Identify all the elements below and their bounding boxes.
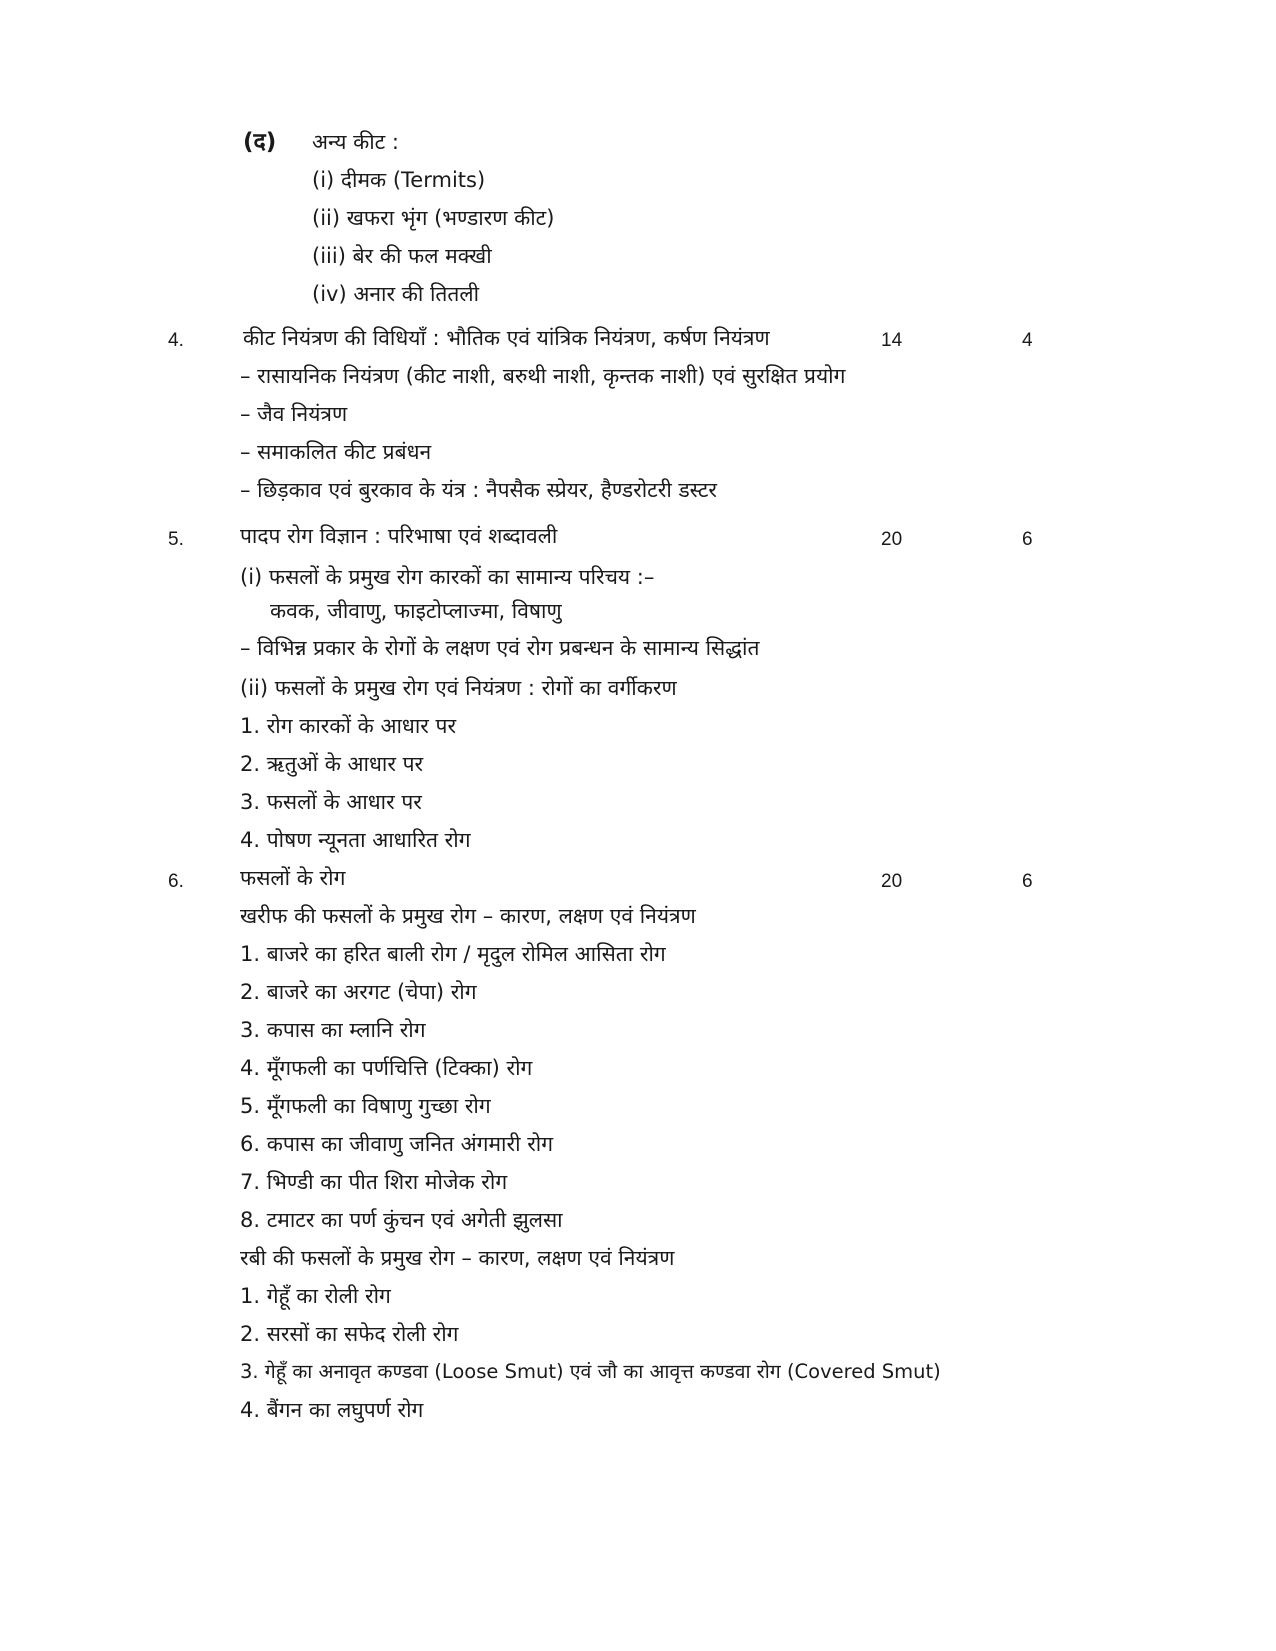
unit-line: कवक, जीवाणु, फाइटोप्लाज्मा, विषाणु [270, 599, 562, 623]
unit-line: 1. गेहूँ का रोली रोग [240, 1284, 391, 1308]
section-d-title: अन्य कीट : [312, 130, 399, 154]
unit-line: 7. भिण्डी का पीत शिरा मोजेक रोग [240, 1170, 508, 1194]
unit-heading: फसलों के रोग [240, 866, 346, 890]
unit-heading: कीट नियंत्रण की विधियाँ : भौतिक एवं यांत्रिक नियंत्रण, कर्षण नियंत्रण [243, 326, 770, 350]
unit-number: 4. [168, 330, 184, 351]
unit-marks: 20 [881, 529, 903, 550]
unit-line: (i) फसलों के प्रमुख रोग कारकों का सामान्य परिचय :– [240, 565, 655, 589]
unit-line: 1. रोग कारकों के आधार पर [240, 714, 457, 738]
unit-line: – विभिन्न प्रकार के रोगों के लक्षण एवं रोग प्रबन्धन के सामान्य सिद्धांत [240, 636, 760, 660]
unit-marks: 14 [881, 330, 903, 351]
unit-line: 4. बैंगन का लघुपर्ण रोग [240, 1398, 424, 1422]
unit-heading: पादप रोग विज्ञान : परिभाषा एवं शब्दावली [240, 524, 558, 548]
unit-line: 3. गेहूँ का अनावृत कण्डवा (Loose Smut) एवं जौ का आवृत्त कण्डवा रोग (Covered Smut) [240, 1360, 941, 1383]
unit-line: रबी की फसलों के प्रमुख रोग – कारण, लक्षण एवं नियंत्रण [240, 1246, 675, 1270]
unit-line: – छिड़काव एवं बुरकाव के यंत्र : नैपसैक स्प्रेयर, हैण्डरोटरी डस्टर [240, 478, 718, 502]
unit-line: 4. मूँगफली का पर्णचित्ति (टिक्का) रोग [240, 1056, 533, 1080]
unit-periods: 4 [1022, 330, 1033, 351]
section-d-marker: (द) [243, 129, 277, 155]
unit-line: 2. बाजरे का अरगट (चेपा) रोग [240, 980, 477, 1004]
section-d-item: (iii) बेर की फल मक्खी [312, 244, 492, 268]
unit-marks: 20 [881, 871, 903, 892]
unit-number: 6. [168, 871, 184, 892]
unit-line: 3. कपास का म्लानि रोग [240, 1018, 426, 1042]
unit-periods: 6 [1022, 871, 1033, 892]
unit-line: 3. फसलों के आधार पर [240, 790, 422, 814]
unit-line: 1. बाजरे का हरित बाली रोग / मृदुल रोमिल आसिता रोग [240, 942, 666, 966]
unit-line: (ii) फसलों के प्रमुख रोग एवं नियंत्रण : रोगों का वर्गीकरण [240, 676, 677, 700]
section-d-item: (iv) अनार की तितली [312, 282, 480, 306]
unit-line: – समाकलित कीट प्रबंधन [240, 440, 432, 464]
unit-periods: 6 [1022, 529, 1033, 550]
unit-line: – जैव नियंत्रण [240, 402, 348, 426]
unit-line: 2. सरसों का सफेद रोली रोग [240, 1322, 459, 1346]
unit-line: 5. मूँगफली का विषाणु गुच्छा रोग [240, 1094, 491, 1118]
unit-line: – रासायनिक नियंत्रण (कीट नाशी, बरुथी नाशी, कृन्तक नाशी) एवं सुरक्षित प्रयोग [240, 364, 846, 388]
unit-line: खरीफ की फसलों के प्रमुख रोग – कारण, लक्षण एवं नियंत्रण [240, 904, 696, 928]
unit-line: 8. टमाटर का पर्ण कुंचन एवं अगेती झुलसा [240, 1208, 563, 1232]
section-d-item: (ii) खफरा भृंग (भण्डारण कीट) [312, 206, 555, 230]
section-d-item: (i) दीमक (Termits) [312, 168, 486, 192]
unit-line: 6. कपास का जीवाणु जनित अंगमारी रोग [240, 1132, 554, 1156]
unit-number: 5. [168, 529, 184, 550]
unit-line: 4. पोषण न्यूनता आधारित रोग [240, 828, 471, 852]
unit-line: 2. ऋतुओं के आधार पर [240, 752, 424, 776]
